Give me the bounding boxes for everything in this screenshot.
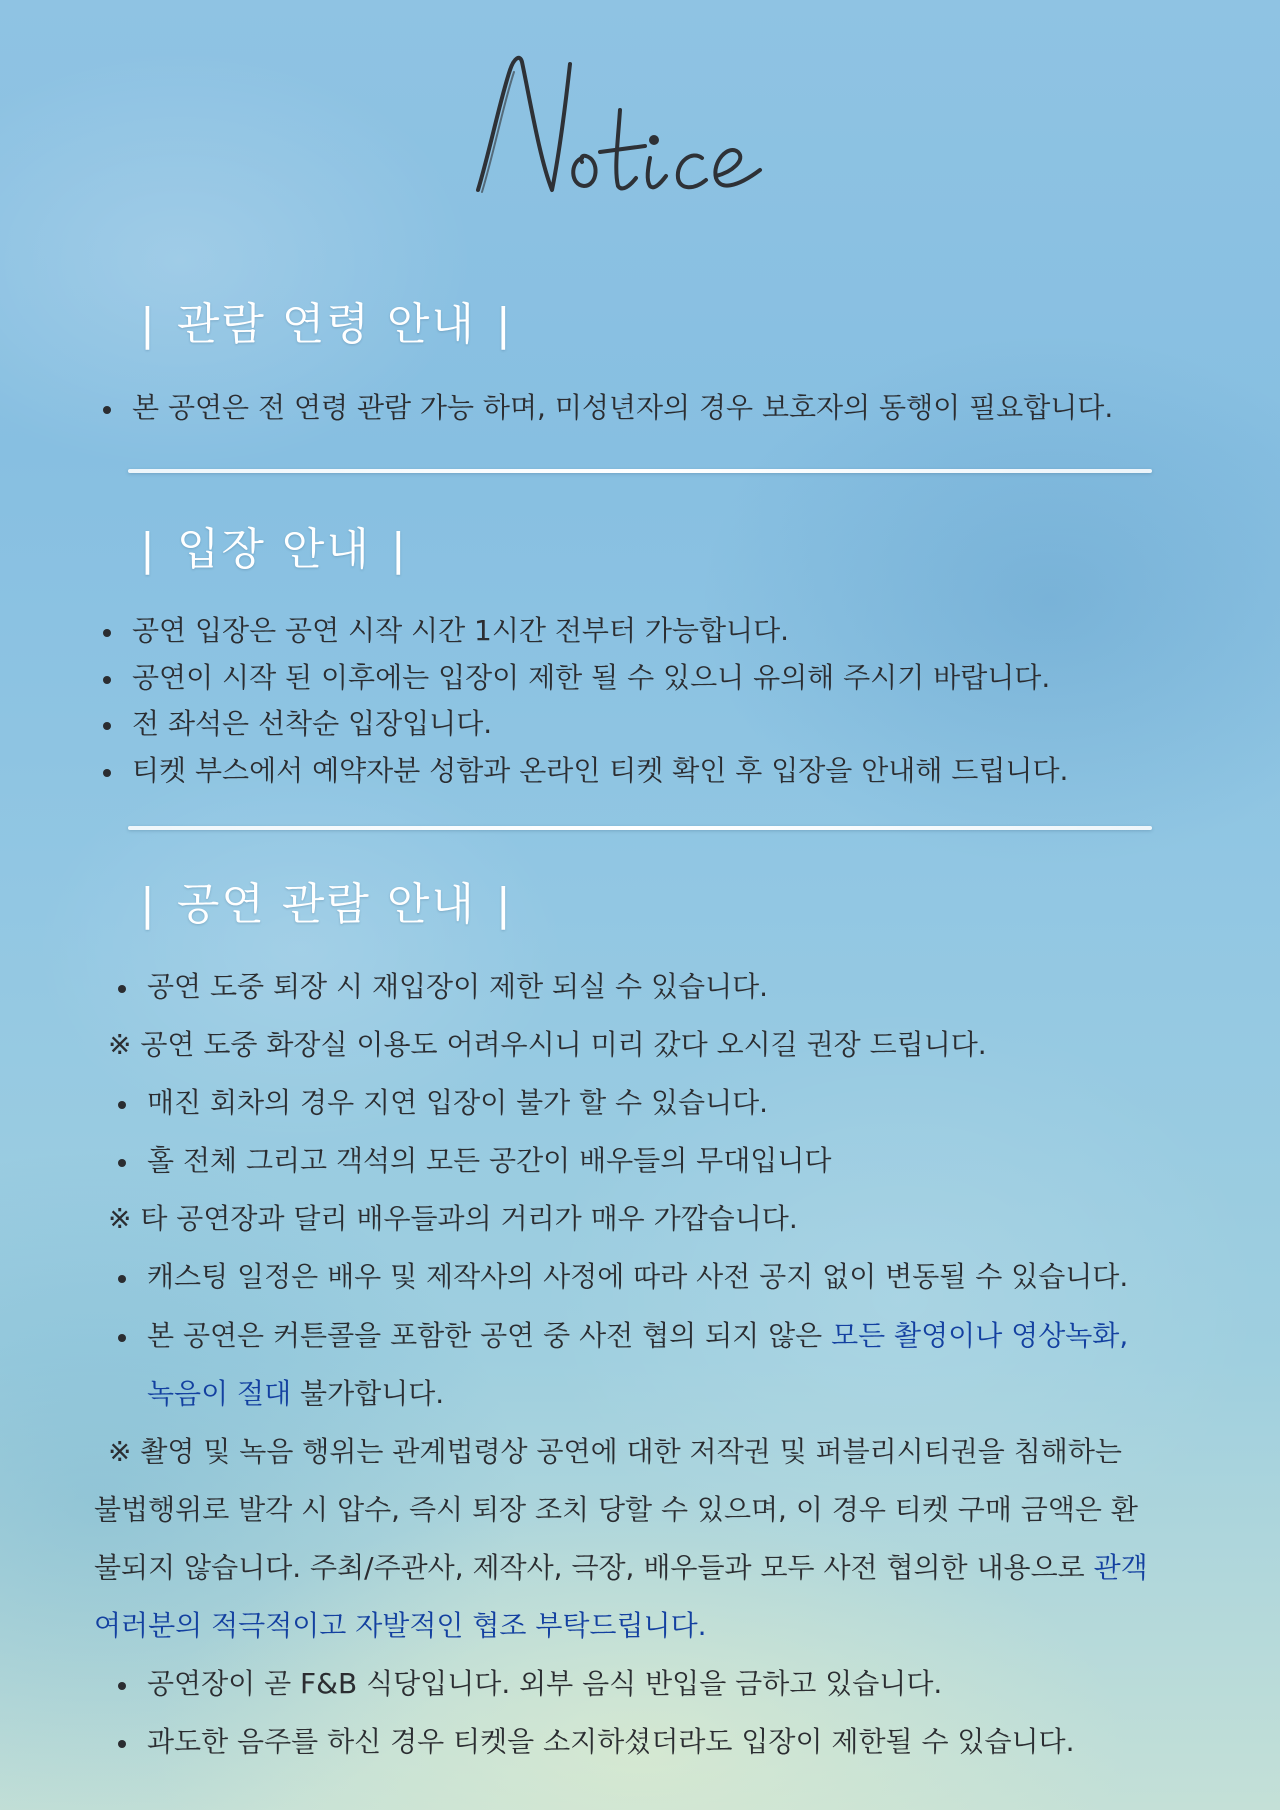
list-item: 매진 회차의 경우 지연 입장이 불가 할 수 있습니다. xyxy=(147,1083,768,1123)
recording-text: 불가합니다. xyxy=(291,1377,445,1410)
heading-bar-left: | xyxy=(140,879,157,930)
section-heading-viewing xyxy=(140,868,513,932)
recording-highlight: 모든 촬영이나 영상녹화, xyxy=(831,1319,1129,1352)
note-item: ※ 공연 도중 화장실 이용도 어려우시니 미리 갔다 오시길 권장 드립니다. xyxy=(108,1028,987,1061)
list-item: 공연장이 곧 F&B 식당입니다. 외부 음식 반입을 금하고 있습니다. xyxy=(147,1664,942,1704)
note-item: ※ 타 공연장과 달리 배우들과의 거리가 매우 가깝습니다. xyxy=(108,1202,798,1235)
section-divider xyxy=(128,826,1152,830)
recording-highlight: 녹음이 절대 xyxy=(147,1377,292,1410)
legal-note-line xyxy=(94,1548,1148,1588)
section-heading-age-label: 관람 연령 안내 xyxy=(176,299,476,350)
section-heading-entry-label: 입장 안내 xyxy=(176,524,371,575)
heading-bar-right: | xyxy=(495,299,513,350)
heading-bar-left: | xyxy=(140,524,157,575)
legal-note-text: 불되지 않습니다. 주최/주관사, 제작사, 극장, 배우들과 모두 사전 협의한 내용으로 xyxy=(94,1551,1094,1584)
list-item: 공연 도중 퇴장 시 재입장이 제한 되실 수 있습니다. xyxy=(147,967,768,1007)
legal-note-line: 불법행위로 발각 시 압수, 즉시 퇴장 조치 당할 수 있으며, 이 경우 티켓 구매 금액은 환 xyxy=(94,1493,1138,1526)
list-item: 공연 입장은 공연 시작 시간 1시간 전부터 가능합니다. xyxy=(132,611,789,651)
section-divider xyxy=(128,469,1152,473)
heading-bar-left: | xyxy=(140,299,157,350)
section-heading-viewing-label: 공연 관람 안내 xyxy=(176,879,476,930)
section-heading-entry xyxy=(140,513,408,577)
notice-title xyxy=(470,40,850,240)
section-heading-age xyxy=(140,288,513,352)
recording-text: 본 공연은 커튼콜을 포함한 공연 중 사전 협의 되지 않은 xyxy=(147,1319,832,1352)
list-item-recording-cont xyxy=(147,1374,444,1414)
legal-note-highlight: 여러분의 적극적이고 자발적인 협조 부탁드립니다. xyxy=(94,1609,707,1642)
heading-bar-right: | xyxy=(390,524,408,575)
notice-script-lettering xyxy=(470,40,850,240)
list-item-recording xyxy=(147,1316,1128,1356)
list-item: 티켓 부스에서 예약자분 성함과 온라인 티켓 확인 후 입장을 안내해 드립니다. xyxy=(132,751,1068,791)
list-item: 캐스팅 일정은 배우 및 제작사의 사정에 따라 사전 공지 없이 변동될 수 있습니다. xyxy=(147,1257,1128,1297)
list-item: 과도한 음주를 하신 경우 티켓을 소지하셨더라도 입장이 제한될 수 있습니다. xyxy=(147,1722,1075,1762)
list-item: 홀 전체 그리고 객석의 모든 공간이 배우들의 무대입니다 xyxy=(147,1141,831,1181)
legal-note-line: ※ 촬영 및 녹음 행위는 관계법령상 공연에 대한 저작권 및 퍼블리시티권을 침해하는 xyxy=(108,1435,1122,1468)
legal-note-highlight: 관객 xyxy=(1093,1551,1148,1584)
list-item: 공연이 시작 된 이후에는 입장이 제한 될 수 있으니 유의해 주시기 바랍니다. xyxy=(132,658,1050,698)
list-item: 본 공연은 전 연령 관람 가능 하며, 미성년자의 경우 보호자의 동행이 필요합니다. xyxy=(132,388,1113,428)
heading-bar-right: | xyxy=(495,879,513,930)
list-item: 전 좌석은 선착순 입장입니다. xyxy=(132,704,492,744)
